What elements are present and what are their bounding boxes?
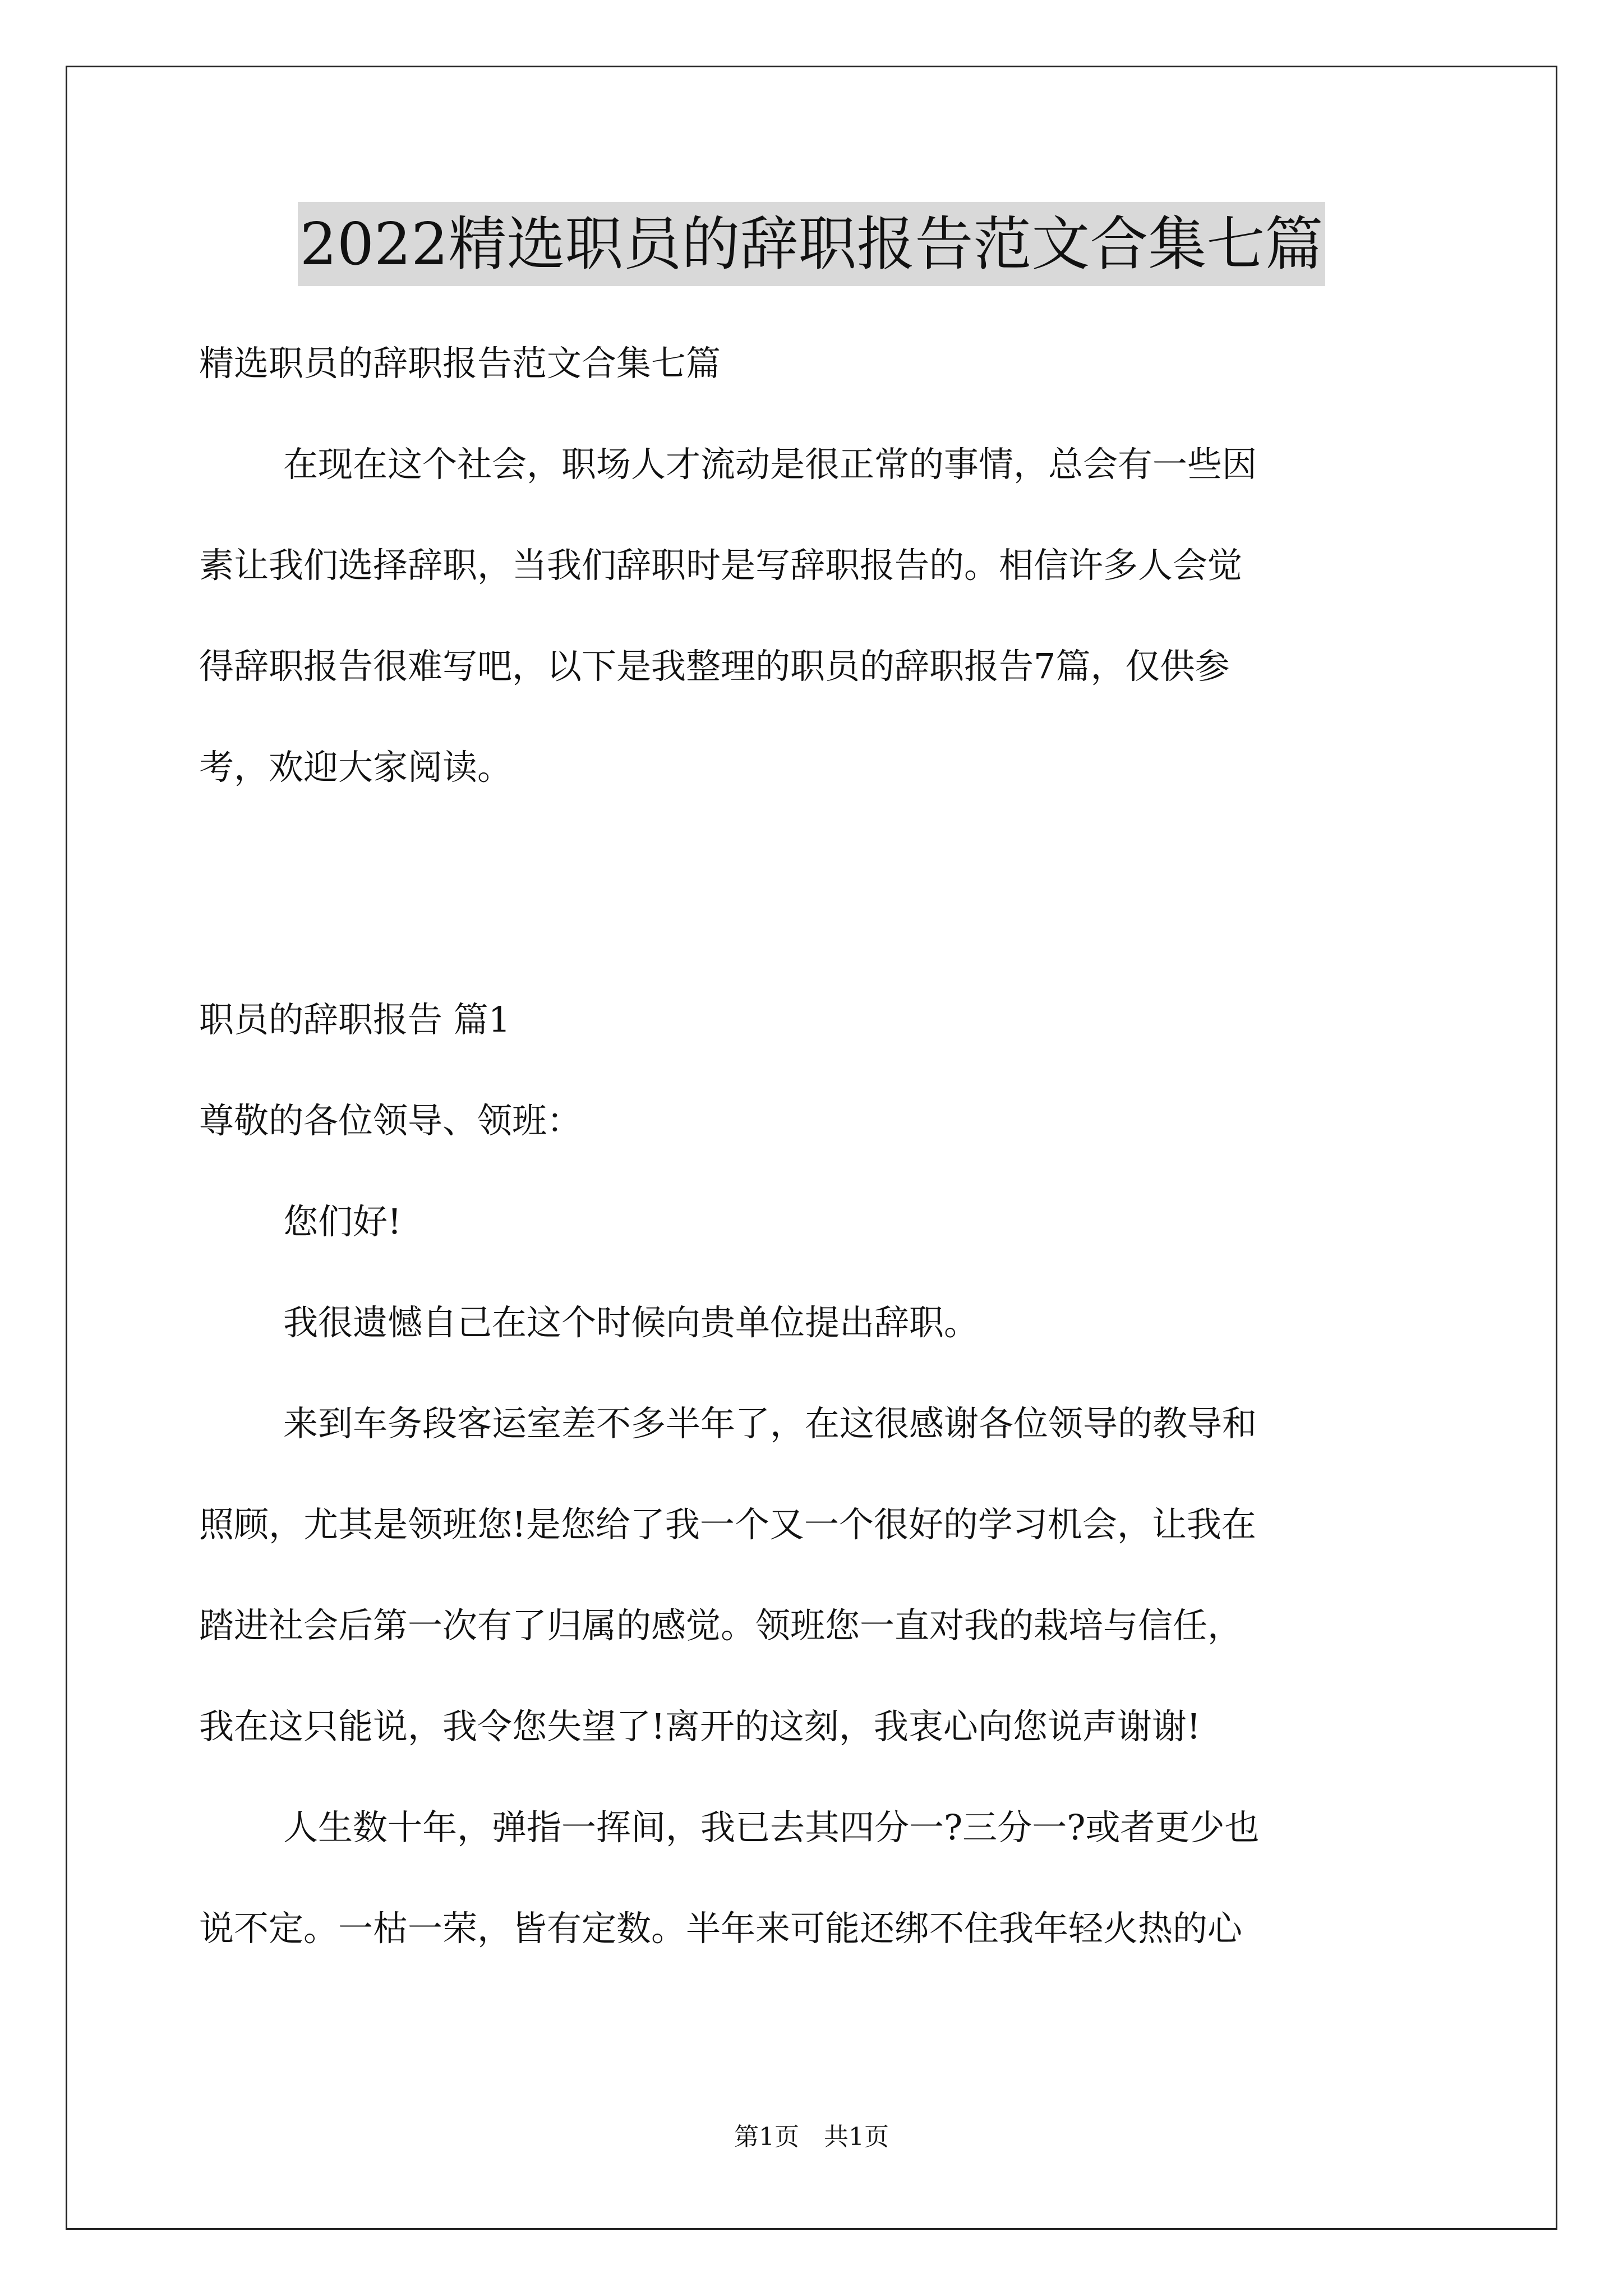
paragraph-2-line-3: 踏进社会后第一次有了归属的感觉。领班您一直对我的栽培与信任， — [199, 1605, 1243, 1646]
intro-line-1: 在现在这个社会，职场人才流动是很正常的事情，总会有一些因 — [283, 444, 1257, 485]
paragraph-2-line-2: 照顾，尤其是领班您!是您给了我一个又一个很好的学习机会，让我在 — [199, 1504, 1256, 1545]
page-footer: 第1页 共1页 — [734, 2123, 889, 2151]
intro-line-4: 考，欢迎大家阅读。 — [199, 747, 513, 788]
paragraph-2-line-1: 来到车务段客运室差不多半年了，在这很感谢各位领导的教导和 — [283, 1403, 1257, 1444]
intro-line-2: 素让我们选择辞职，当我们辞职时是写辞职报告的。相信许多人会觉 — [199, 545, 1243, 586]
paragraph-2-line-4: 我在这只能说，我令您失望了!离开的这刻，我衷心向您说声谢谢! — [199, 1706, 1201, 1747]
paragraph-3-line-2: 说不定。一枯一荣，皆有定数。半年来可能还绑不住我年轻火热的心 — [199, 1908, 1243, 1949]
document-title: 2022精选职员的辞职报告范文合集七篇 — [298, 202, 1326, 286]
subtitle: 精选职员的辞职报告范文合集七篇 — [199, 343, 721, 384]
salutation: 尊敬的各位领导、领班： — [199, 1100, 582, 1141]
intro-line-3: 得辞职报告很难写吧，以下是我整理的职员的辞职报告7篇，仅供参 — [199, 646, 1230, 687]
section-heading: 职员的辞职报告 篇1 — [199, 999, 511, 1040]
paragraph-3-line-1: 人生数十年，弹指一挥间，我已去其四分一?三分一?或者更少也 — [283, 1807, 1260, 1848]
title-container — [0, 202, 1623, 286]
greeting: 您们好! — [283, 1201, 402, 1242]
paragraph-1: 我很遗憾自己在这个时候向贵单位提出辞职。 — [283, 1302, 979, 1343]
